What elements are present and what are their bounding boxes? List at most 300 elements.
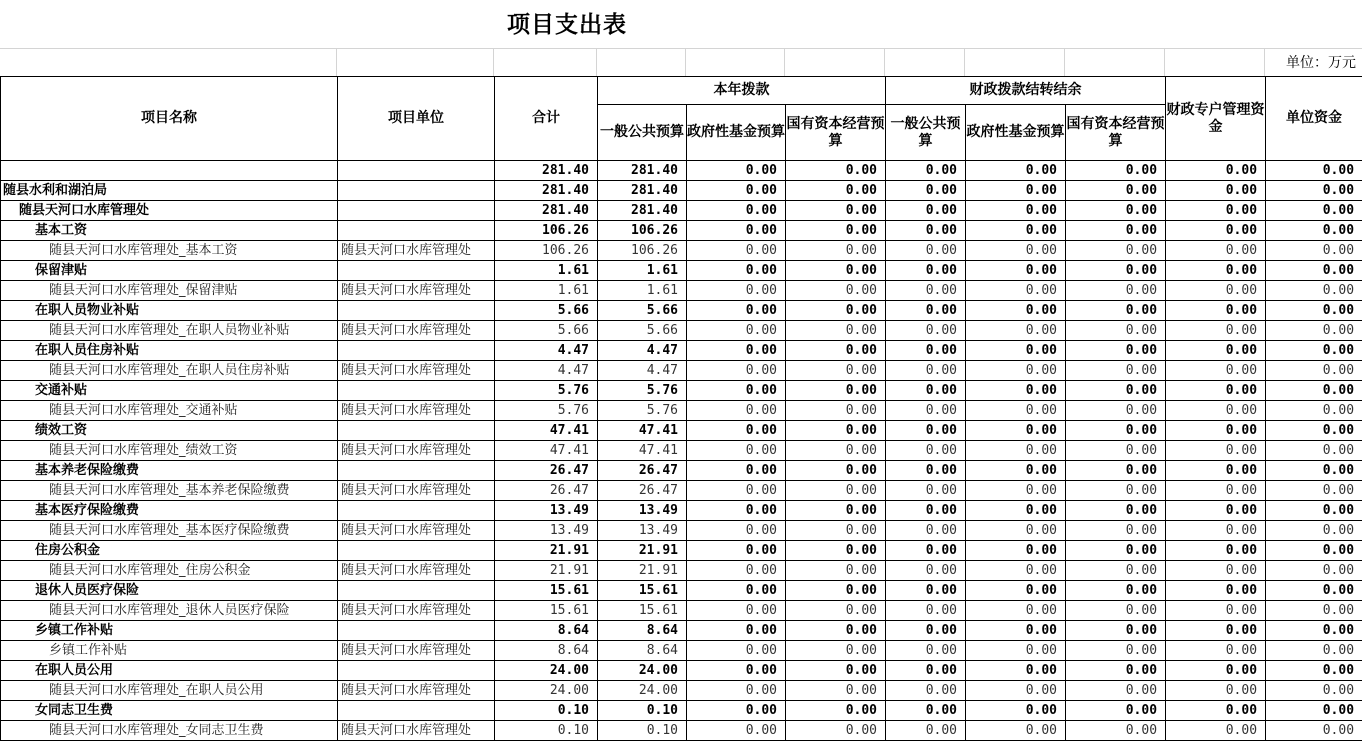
- amount-cell[interactable]: 0.00: [886, 201, 966, 221]
- amount-cell[interactable]: 0.00: [1266, 361, 1362, 381]
- table-row[interactable]: [1, 181, 1362, 201]
- amount-cell[interactable]: 0.00: [1266, 641, 1362, 661]
- amount-cell[interactable]: 0.00: [966, 481, 1066, 501]
- project-unit-cell[interactable]: [338, 221, 495, 241]
- amount-cell[interactable]: 0.00: [786, 521, 886, 541]
- amount-cell[interactable]: 0.00: [1266, 561, 1362, 581]
- project-name-cell[interactable]: 随县天河口水库管理处_基本养老保险缴费: [1, 481, 338, 501]
- amount-cell[interactable]: 0.00: [786, 441, 886, 461]
- amount-cell[interactable]: 0.00: [1166, 621, 1266, 641]
- amount-cell[interactable]: 0.00: [1266, 481, 1362, 501]
- amount-cell[interactable]: 0.00: [1266, 581, 1362, 601]
- amount-cell[interactable]: 0.00: [687, 441, 786, 461]
- project-unit-cell[interactable]: [338, 181, 495, 201]
- project-unit-cell[interactable]: [338, 201, 495, 221]
- amount-cell[interactable]: 15.61: [598, 601, 687, 621]
- project-unit-cell[interactable]: 随县天河口水库管理处: [338, 681, 495, 701]
- project-name-cell[interactable]: 在职人员公用: [1, 661, 338, 681]
- amount-cell[interactable]: 1.61: [495, 261, 598, 281]
- amount-cell[interactable]: 24.00: [495, 681, 598, 701]
- amount-cell[interactable]: 5.76: [598, 401, 687, 421]
- amount-cell[interactable]: 0.00: [786, 241, 886, 261]
- amount-cell[interactable]: 0.00: [1266, 281, 1362, 301]
- amount-cell[interactable]: 0.00: [1166, 361, 1266, 381]
- amount-cell[interactable]: 1.61: [495, 281, 598, 301]
- amount-cell[interactable]: 0.00: [1066, 641, 1166, 661]
- project-unit-cell[interactable]: [338, 301, 495, 321]
- amount-cell[interactable]: 0.00: [966, 561, 1066, 581]
- header-carryover[interactable]: 财政拨款结转结余: [886, 77, 1166, 105]
- table-row[interactable]: [1, 701, 1362, 721]
- amount-cell[interactable]: 5.66: [598, 301, 687, 321]
- amount-cell[interactable]: 0.00: [786, 161, 886, 181]
- amount-cell[interactable]: 0.00: [886, 521, 966, 541]
- amount-cell[interactable]: 0.00: [886, 321, 966, 341]
- amount-cell[interactable]: 0.00: [1166, 581, 1266, 601]
- amount-cell[interactable]: 15.61: [495, 581, 598, 601]
- amount-cell[interactable]: 0.00: [966, 321, 1066, 341]
- table-row[interactable]: [1, 661, 1362, 681]
- amount-cell[interactable]: 0.00: [1066, 261, 1166, 281]
- amount-cell[interactable]: 26.47: [598, 461, 687, 481]
- amount-cell[interactable]: 106.26: [495, 221, 598, 241]
- amount-cell[interactable]: 281.40: [495, 201, 598, 221]
- amount-cell[interactable]: 0.00: [687, 361, 786, 381]
- amount-cell[interactable]: 4.47: [598, 341, 687, 361]
- table-row[interactable]: [1, 541, 1362, 561]
- amount-cell[interactable]: 0.00: [1066, 321, 1166, 341]
- amount-cell[interactable]: 0.00: [687, 461, 786, 481]
- project-name-cell[interactable]: 随县天河口水库管理处_在职人员住房补贴: [1, 361, 338, 381]
- table-row[interactable]: [1, 441, 1362, 461]
- amount-cell[interactable]: 0.10: [495, 701, 598, 721]
- amount-cell[interactable]: 0.00: [687, 281, 786, 301]
- project-unit-cell[interactable]: [338, 461, 495, 481]
- project-name-cell[interactable]: 乡镇工作补贴: [1, 641, 338, 661]
- amount-cell[interactable]: 0.00: [687, 221, 786, 241]
- amount-cell[interactable]: 0.00: [1166, 181, 1266, 201]
- amount-cell[interactable]: 0.00: [1066, 461, 1166, 481]
- amount-cell[interactable]: 0.00: [966, 381, 1066, 401]
- amount-cell[interactable]: 0.00: [1066, 661, 1166, 681]
- amount-cell[interactable]: 281.40: [598, 161, 687, 181]
- amount-cell[interactable]: 0.00: [786, 721, 886, 741]
- project-unit-cell[interactable]: [338, 501, 495, 521]
- amount-cell[interactable]: 0.00: [786, 181, 886, 201]
- project-name-cell[interactable]: 随县天河口水库管理处: [1, 201, 338, 221]
- amount-cell[interactable]: 24.00: [495, 661, 598, 681]
- amount-cell[interactable]: 15.61: [495, 601, 598, 621]
- amount-cell[interactable]: 0.00: [1066, 581, 1166, 601]
- amount-cell[interactable]: 0.00: [886, 661, 966, 681]
- amount-cell[interactable]: 5.66: [495, 321, 598, 341]
- project-unit-cell[interactable]: 随县天河口水库管理处: [338, 401, 495, 421]
- project-name-cell[interactable]: 随县天河口水库管理处_退休人员医疗保险: [1, 601, 338, 621]
- amount-cell[interactable]: 5.66: [598, 321, 687, 341]
- table-row[interactable]: [1, 601, 1362, 621]
- amount-cell[interactable]: 0.00: [1066, 441, 1166, 461]
- amount-cell[interactable]: 0.00: [1166, 441, 1266, 461]
- table-row[interactable]: [1, 461, 1362, 481]
- amount-cell[interactable]: 0.00: [687, 681, 786, 701]
- table-row[interactable]: [1, 501, 1362, 521]
- amount-cell[interactable]: 0.00: [886, 221, 966, 241]
- table-row[interactable]: [1, 681, 1362, 701]
- amount-cell[interactable]: 13.49: [598, 521, 687, 541]
- amount-cell[interactable]: 0.00: [786, 581, 886, 601]
- amount-cell[interactable]: 5.76: [495, 401, 598, 421]
- project-name-cell[interactable]: 退休人员医疗保险: [1, 581, 338, 601]
- project-unit-cell[interactable]: 随县天河口水库管理处: [338, 521, 495, 541]
- amount-cell[interactable]: 24.00: [598, 681, 687, 701]
- table-row[interactable]: [1, 521, 1362, 541]
- project-name-cell[interactable]: 随县天河口水库管理处_交通补贴: [1, 401, 338, 421]
- project-unit-cell[interactable]: [338, 381, 495, 401]
- amount-cell[interactable]: 0.00: [1066, 301, 1166, 321]
- amount-cell[interactable]: 0.00: [687, 621, 786, 641]
- amount-cell[interactable]: 0.00: [1166, 421, 1266, 441]
- table-row[interactable]: [1, 281, 1362, 301]
- amount-cell[interactable]: 106.26: [598, 241, 687, 261]
- header-total[interactable]: 合计: [495, 77, 598, 161]
- project-unit-cell[interactable]: 随县天河口水库管理处: [338, 241, 495, 261]
- amount-cell[interactable]: 4.47: [495, 361, 598, 381]
- amount-cell[interactable]: 0.00: [966, 621, 1066, 641]
- amount-cell[interactable]: 24.00: [598, 661, 687, 681]
- amount-cell[interactable]: 0.00: [687, 661, 786, 681]
- amount-cell[interactable]: 0.00: [1166, 241, 1266, 261]
- project-unit-cell[interactable]: 随县天河口水库管理处: [338, 481, 495, 501]
- amount-cell[interactable]: 0.00: [687, 421, 786, 441]
- amount-cell[interactable]: 0.00: [1266, 261, 1362, 281]
- amount-cell[interactable]: 0.00: [687, 501, 786, 521]
- table-row[interactable]: [1, 401, 1362, 421]
- amount-cell[interactable]: 0.00: [966, 701, 1066, 721]
- amount-cell[interactable]: 13.49: [495, 501, 598, 521]
- project-name-cell[interactable]: 基本养老保险缴费: [1, 461, 338, 481]
- amount-cell[interactable]: 0.00: [1166, 201, 1266, 221]
- table-row[interactable]: [1, 721, 1362, 741]
- amount-cell[interactable]: 0.00: [1266, 621, 1362, 641]
- amount-cell[interactable]: 15.61: [598, 581, 687, 601]
- amount-cell[interactable]: 0.00: [687, 381, 786, 401]
- amount-cell[interactable]: 0.00: [1266, 721, 1362, 741]
- amount-cell[interactable]: 0.00: [886, 561, 966, 581]
- amount-cell[interactable]: 0.00: [1266, 601, 1362, 621]
- amount-cell[interactable]: 0.00: [966, 341, 1066, 361]
- project-unit-cell[interactable]: [338, 261, 495, 281]
- amount-cell[interactable]: 0.00: [1166, 541, 1266, 561]
- amount-cell[interactable]: 0.00: [886, 441, 966, 461]
- amount-cell[interactable]: 0.00: [1066, 701, 1166, 721]
- project-name-cell[interactable]: 随县天河口水库管理处_绩效工资: [1, 441, 338, 461]
- project-name-cell[interactable]: 保留津贴: [1, 261, 338, 281]
- amount-cell[interactable]: 0.00: [1166, 301, 1266, 321]
- amount-cell[interactable]: 0.00: [786, 401, 886, 421]
- amount-cell[interactable]: 0.00: [1066, 401, 1166, 421]
- amount-cell[interactable]: 0.00: [1066, 521, 1166, 541]
- amount-cell[interactable]: 0.00: [966, 641, 1066, 661]
- project-unit-cell[interactable]: 随县天河口水库管理处: [338, 321, 495, 341]
- project-name-cell[interactable]: 住房公积金: [1, 541, 338, 561]
- header-special-fund[interactable]: 财政专户管理资金: [1166, 77, 1266, 161]
- amount-cell[interactable]: 0.10: [495, 721, 598, 741]
- project-name-cell[interactable]: [1, 161, 338, 181]
- project-unit-cell[interactable]: 随县天河口水库管理处: [338, 281, 495, 301]
- amount-cell[interactable]: 21.91: [598, 541, 687, 561]
- amount-cell[interactable]: 0.00: [966, 521, 1066, 541]
- amount-cell[interactable]: 0.00: [1166, 221, 1266, 241]
- header-carry-gov-fund[interactable]: 政府性基金预算: [966, 105, 1066, 161]
- amount-cell[interactable]: 0.00: [1066, 501, 1166, 521]
- project-unit-cell[interactable]: [338, 621, 495, 641]
- amount-cell[interactable]: 0.00: [786, 461, 886, 481]
- amount-cell[interactable]: 0.00: [966, 441, 1066, 461]
- amount-cell[interactable]: 0.10: [598, 701, 687, 721]
- amount-cell[interactable]: 0.00: [886, 601, 966, 621]
- amount-cell[interactable]: 0.00: [1166, 601, 1266, 621]
- amount-cell[interactable]: 0.00: [687, 581, 786, 601]
- amount-cell[interactable]: 0.00: [687, 481, 786, 501]
- project-unit-cell[interactable]: [338, 661, 495, 681]
- amount-cell[interactable]: 0.00: [1266, 541, 1362, 561]
- project-name-cell[interactable]: 女同志卫生费: [1, 701, 338, 721]
- amount-cell[interactable]: 0.00: [687, 601, 786, 621]
- amount-cell[interactable]: 21.91: [495, 561, 598, 581]
- amount-cell[interactable]: 0.00: [1266, 701, 1362, 721]
- header-carry-state-capital[interactable]: 国有资本经营预算: [1066, 105, 1166, 161]
- amount-cell[interactable]: 0.00: [1266, 181, 1362, 201]
- project-name-cell[interactable]: 交通补贴: [1, 381, 338, 401]
- header-project-unit[interactable]: 项目单位: [338, 77, 495, 161]
- amount-cell[interactable]: 21.91: [495, 541, 598, 561]
- project-name-cell[interactable]: 随县天河口水库管理处_女同志卫生费: [1, 721, 338, 741]
- amount-cell[interactable]: 0.00: [786, 321, 886, 341]
- amount-cell[interactable]: 0.00: [1266, 241, 1362, 261]
- project-name-cell[interactable]: 随县水利和湖泊局: [1, 181, 338, 201]
- amount-cell[interactable]: 0.00: [687, 721, 786, 741]
- amount-cell[interactable]: 0.00: [966, 221, 1066, 241]
- amount-cell[interactable]: 0.00: [1066, 201, 1166, 221]
- amount-cell[interactable]: 0.00: [1166, 521, 1266, 541]
- amount-cell[interactable]: 0.00: [687, 701, 786, 721]
- amount-cell[interactable]: 0.00: [1166, 461, 1266, 481]
- project-name-cell[interactable]: 随县天河口水库管理处_在职人员物业补贴: [1, 321, 338, 341]
- amount-cell[interactable]: 0.00: [1066, 281, 1166, 301]
- amount-cell[interactable]: 0.00: [786, 381, 886, 401]
- amount-cell[interactable]: 0.00: [1066, 541, 1166, 561]
- table-row[interactable]: [1, 321, 1362, 341]
- table-row[interactable]: [1, 641, 1362, 661]
- amount-cell[interactable]: 13.49: [495, 521, 598, 541]
- amount-cell[interactable]: 26.47: [598, 481, 687, 501]
- amount-cell[interactable]: 26.47: [495, 461, 598, 481]
- amount-cell[interactable]: 0.00: [966, 421, 1066, 441]
- amount-cell[interactable]: 0.00: [1066, 561, 1166, 581]
- amount-cell[interactable]: 0.00: [1066, 421, 1166, 441]
- amount-cell[interactable]: 0.00: [1066, 181, 1166, 201]
- amount-cell[interactable]: 0.00: [1066, 621, 1166, 641]
- amount-cell[interactable]: 0.00: [1066, 721, 1166, 741]
- amount-cell[interactable]: 0.00: [687, 161, 786, 181]
- amount-cell[interactable]: 281.40: [598, 201, 687, 221]
- amount-cell[interactable]: 0.00: [1266, 441, 1362, 461]
- amount-cell[interactable]: 0.00: [886, 481, 966, 501]
- amount-cell[interactable]: 8.64: [598, 621, 687, 641]
- project-unit-cell[interactable]: 随县天河口水库管理处: [338, 361, 495, 381]
- amount-cell[interactable]: 0.00: [1166, 321, 1266, 341]
- amount-cell[interactable]: 0.00: [1166, 661, 1266, 681]
- amount-cell[interactable]: 0.00: [966, 281, 1066, 301]
- amount-cell[interactable]: 0.00: [966, 581, 1066, 601]
- header-current-year[interactable]: 本年拨款: [598, 77, 886, 105]
- amount-cell[interactable]: 0.00: [886, 381, 966, 401]
- project-name-cell[interactable]: 随县天河口水库管理处_基本工资: [1, 241, 338, 261]
- amount-cell[interactable]: 0.00: [966, 241, 1066, 261]
- amount-cell[interactable]: 0.00: [786, 481, 886, 501]
- header-unit-fund[interactable]: 单位资金: [1266, 77, 1362, 161]
- amount-cell[interactable]: 0.00: [886, 181, 966, 201]
- header-general-budget[interactable]: 一般公共预算: [598, 105, 687, 161]
- amount-cell[interactable]: 0.00: [786, 221, 886, 241]
- amount-cell[interactable]: 0.00: [886, 301, 966, 321]
- project-name-cell[interactable]: 基本工资: [1, 221, 338, 241]
- amount-cell[interactable]: 0.00: [687, 541, 786, 561]
- amount-cell[interactable]: 0.00: [786, 681, 886, 701]
- amount-cell[interactable]: 0.00: [886, 501, 966, 521]
- amount-cell[interactable]: 0.00: [886, 421, 966, 441]
- amount-cell[interactable]: 0.00: [786, 661, 886, 681]
- amount-cell[interactable]: 281.40: [598, 181, 687, 201]
- amount-cell[interactable]: 0.00: [687, 401, 786, 421]
- amount-cell[interactable]: 0.00: [1166, 681, 1266, 701]
- amount-cell[interactable]: 0.00: [687, 241, 786, 261]
- amount-cell[interactable]: 106.26: [495, 241, 598, 261]
- amount-cell[interactable]: 47.41: [598, 421, 687, 441]
- amount-cell[interactable]: 0.00: [1266, 341, 1362, 361]
- project-unit-cell[interactable]: [338, 701, 495, 721]
- amount-cell[interactable]: 0.00: [1266, 381, 1362, 401]
- project-unit-cell[interactable]: 随县天河口水库管理处: [338, 641, 495, 661]
- amount-cell[interactable]: 1.61: [598, 281, 687, 301]
- amount-cell[interactable]: 0.00: [886, 541, 966, 561]
- amount-cell[interactable]: 0.00: [966, 401, 1066, 421]
- amount-cell[interactable]: 0.00: [687, 181, 786, 201]
- table-row[interactable]: [1, 161, 1362, 181]
- project-name-cell[interactable]: 基本医疗保险缴费: [1, 501, 338, 521]
- amount-cell[interactable]: 0.00: [687, 301, 786, 321]
- amount-cell[interactable]: 0.00: [966, 461, 1066, 481]
- amount-cell[interactable]: 0.00: [786, 281, 886, 301]
- table-row[interactable]: [1, 221, 1362, 241]
- amount-cell[interactable]: 0.00: [886, 461, 966, 481]
- amount-cell[interactable]: 4.47: [598, 361, 687, 381]
- amount-cell[interactable]: 0.00: [687, 341, 786, 361]
- amount-cell[interactable]: 5.76: [598, 381, 687, 401]
- amount-cell[interactable]: 0.00: [1166, 501, 1266, 521]
- amount-cell[interactable]: 0.00: [687, 321, 786, 341]
- project-name-cell[interactable]: 乡镇工作补贴: [1, 621, 338, 641]
- amount-cell[interactable]: 0.00: [966, 681, 1066, 701]
- table-row[interactable]: [1, 421, 1362, 441]
- amount-cell[interactable]: 0.00: [966, 161, 1066, 181]
- amount-cell[interactable]: 0.00: [786, 621, 886, 641]
- amount-cell[interactable]: 281.40: [495, 181, 598, 201]
- amount-cell[interactable]: 0.00: [687, 561, 786, 581]
- table-row[interactable]: [1, 341, 1362, 361]
- amount-cell[interactable]: 0.00: [1066, 221, 1166, 241]
- amount-cell[interactable]: 0.00: [786, 501, 886, 521]
- table-row[interactable]: [1, 481, 1362, 501]
- amount-cell[interactable]: 0.00: [1166, 161, 1266, 181]
- amount-cell[interactable]: 0.00: [1066, 681, 1166, 701]
- amount-cell[interactable]: 0.00: [786, 201, 886, 221]
- amount-cell[interactable]: 0.00: [886, 281, 966, 301]
- amount-cell[interactable]: 0.00: [966, 541, 1066, 561]
- amount-cell[interactable]: 0.00: [1266, 321, 1362, 341]
- project-unit-cell[interactable]: [338, 541, 495, 561]
- amount-cell[interactable]: 0.00: [1266, 661, 1362, 681]
- amount-cell[interactable]: 0.00: [886, 681, 966, 701]
- amount-cell[interactable]: 0.00: [886, 261, 966, 281]
- table-row[interactable]: [1, 361, 1362, 381]
- project-name-cell[interactable]: 随县天河口水库管理处_保留津贴: [1, 281, 338, 301]
- project-unit-cell[interactable]: 随县天河口水库管理处: [338, 721, 495, 741]
- project-unit-cell[interactable]: [338, 161, 495, 181]
- project-name-cell[interactable]: 在职人员住房补贴: [1, 341, 338, 361]
- amount-cell[interactable]: 0.00: [1066, 161, 1166, 181]
- amount-cell[interactable]: 0.00: [786, 601, 886, 621]
- amount-cell[interactable]: 0.00: [1266, 681, 1362, 701]
- amount-cell[interactable]: 0.00: [786, 361, 886, 381]
- amount-cell[interactable]: 0.00: [1066, 241, 1166, 261]
- project-unit-cell[interactable]: 随县天河口水库管理处: [338, 441, 495, 461]
- amount-cell[interactable]: 0.00: [786, 261, 886, 281]
- project-unit-cell[interactable]: [338, 341, 495, 361]
- header-gov-fund[interactable]: 政府性基金预算: [687, 105, 786, 161]
- amount-cell[interactable]: 0.00: [1066, 481, 1166, 501]
- amount-cell[interactable]: 0.00: [886, 241, 966, 261]
- amount-cell[interactable]: 0.00: [1266, 161, 1362, 181]
- amount-cell[interactable]: 47.41: [495, 421, 598, 441]
- amount-cell[interactable]: 5.66: [495, 301, 598, 321]
- amount-cell[interactable]: 21.91: [598, 561, 687, 581]
- amount-cell[interactable]: 0.00: [1266, 421, 1362, 441]
- amount-cell[interactable]: 8.64: [598, 641, 687, 661]
- amount-cell[interactable]: 0.00: [966, 201, 1066, 221]
- amount-cell[interactable]: 0.00: [1166, 281, 1266, 301]
- amount-cell[interactable]: 0.00: [1266, 201, 1362, 221]
- header-carry-general-budget[interactable]: 一般公共预算: [886, 105, 966, 161]
- amount-cell[interactable]: 26.47: [495, 481, 598, 501]
- amount-cell[interactable]: 0.00: [687, 261, 786, 281]
- amount-cell[interactable]: 0.00: [1266, 501, 1362, 521]
- project-name-cell[interactable]: 随县天河口水库管理处_住房公积金: [1, 561, 338, 581]
- amount-cell[interactable]: 0.00: [966, 501, 1066, 521]
- amount-cell[interactable]: 47.41: [495, 441, 598, 461]
- amount-cell[interactable]: 0.00: [786, 541, 886, 561]
- table-row[interactable]: [1, 381, 1362, 401]
- amount-cell[interactable]: 5.76: [495, 381, 598, 401]
- amount-cell[interactable]: 0.00: [886, 641, 966, 661]
- header-project-name[interactable]: 项目名称: [1, 77, 338, 161]
- amount-cell[interactable]: 0.00: [1166, 721, 1266, 741]
- amount-cell[interactable]: 0.10: [598, 721, 687, 741]
- amount-cell[interactable]: 4.47: [495, 341, 598, 361]
- amount-cell[interactable]: 0.00: [966, 181, 1066, 201]
- project-unit-cell[interactable]: 随县天河口水库管理处: [338, 601, 495, 621]
- amount-cell[interactable]: 0.00: [1066, 601, 1166, 621]
